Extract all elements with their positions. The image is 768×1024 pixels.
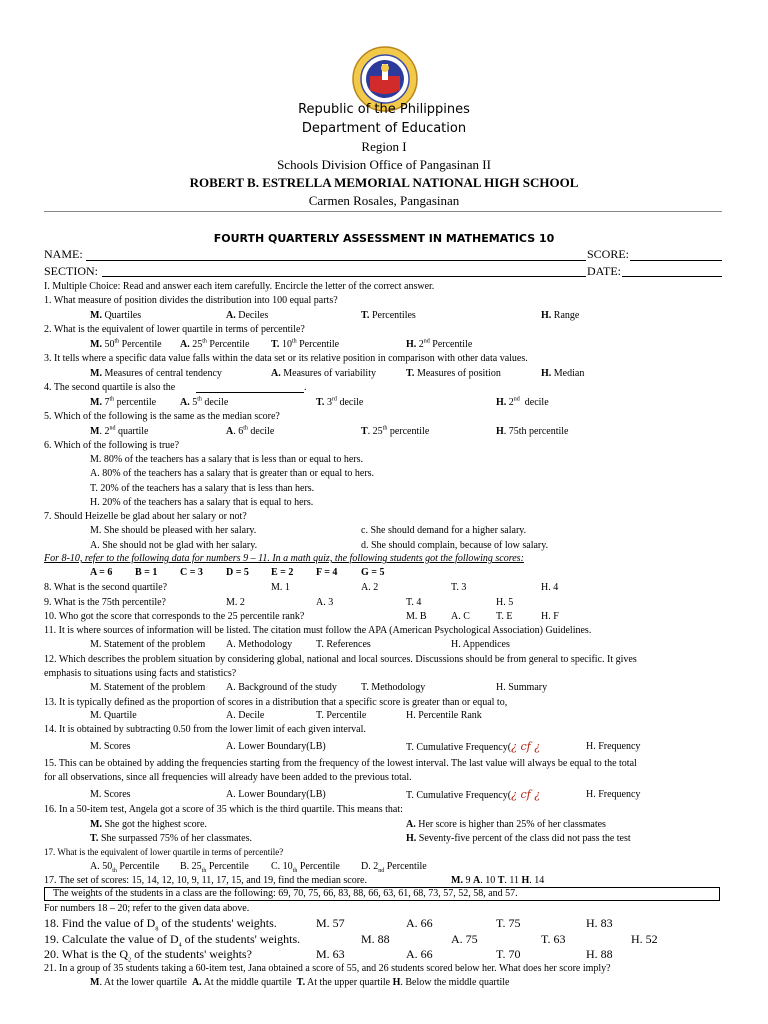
cf-glyph: ¿ cf ¿ — [511, 740, 541, 753]
exam-title: FOURTH QUARTERLY ASSESSMENT IN MATHEMATICS 10 — [213, 232, 555, 245]
q4-option-h[interactable]: H. 2nd decile — [496, 396, 549, 408]
q1-option-m[interactable]: M. Quartiles — [90, 310, 142, 321]
name-label: NAME: — [44, 247, 83, 261]
q5-option-h[interactable]: H. 75th percentile — [496, 426, 569, 437]
q21-options[interactable]: M. At the lower quartile A. At the middle quartile T. At the upper quartile H. Below the middle quartile — [90, 977, 510, 988]
instructions: I. Multiple Choice: Read and answer each item carefully. Encircle the letter of the correct answer. — [44, 281, 435, 292]
q16-option-h[interactable]: H. Seventy-five percent of the class did not pass the test — [406, 833, 631, 844]
q20-option-h[interactable]: H. 88 — [586, 947, 613, 961]
question-4: 4. The second quartile is also the — [44, 382, 176, 393]
q19-option-t[interactable]: T. 63 — [541, 932, 566, 946]
region-heading: Region I — [361, 139, 407, 154]
q14-option-a[interactable]: A. Lower Boundary(LB) — [226, 741, 326, 752]
score-c: C = 3 — [180, 567, 203, 578]
q4-period: . — [304, 382, 307, 393]
q12-option-m[interactable]: M. Statement of the problem — [90, 682, 206, 693]
q19-option-a[interactable]: A. 75 — [451, 932, 478, 946]
question-17b: 17. The set of scores: 15, 14, 12, 10, 9, 11, 17, 15, and 19, find the median score. — [44, 875, 367, 886]
score-label: SCORE: — [587, 247, 630, 261]
items-18-20-instructions: For numbers 18 – 20; refer to the given data above. — [44, 903, 250, 914]
q3-option-t[interactable]: T. Measures of position — [406, 368, 501, 379]
question-3: 3. It tells where a specific data value falls within the data set or its relative position in comparison with other data values. — [44, 353, 528, 364]
question-2: 2. What is the equivalent of lower quartile in terms of percentile? — [44, 324, 305, 335]
q9-option-t[interactable]: T. 4 — [406, 597, 422, 608]
department-heading: Department of Education — [301, 121, 467, 136]
q18-option-a[interactable]: A. 66 — [406, 916, 433, 930]
question-11: 11. It is where sources of information will be listed. The citation must follow the APA (American Psychological Association) Guidelines. — [44, 625, 592, 636]
section-label: SECTION: — [44, 264, 98, 278]
q12-option-h[interactable]: H. Summary — [496, 682, 548, 693]
school-address: Carmen Rosales, Pangasinan — [308, 193, 460, 208]
q18-option-t[interactable]: T. 75 — [496, 916, 521, 930]
q20-option-t[interactable]: T. 70 — [496, 947, 521, 961]
q20-option-m[interactable]: M. 63 — [316, 947, 345, 961]
q5-option-a[interactable]: A. 6th decile — [226, 425, 275, 437]
q10-option-m[interactable]: M. B — [406, 611, 427, 622]
q7-option-d[interactable]: d. She should complain, because of low salary. — [361, 540, 549, 551]
q13-option-a[interactable]: A. Decile — [226, 710, 265, 721]
q5-option-m[interactable]: M. 2nd quartile — [90, 425, 149, 437]
score-d: D = 5 — [226, 567, 249, 578]
score-field[interactable] — [630, 260, 722, 261]
q5-option-t[interactable]: T. 25th percentile — [361, 425, 430, 437]
q4-blank[interactable] — [196, 392, 304, 393]
q9-option-m[interactable]: M. 2 — [226, 597, 245, 608]
q17-option-a[interactable]: A. $50_{th}$ Percentile — [90, 861, 160, 874]
question-19: 19. Calculate the value of $D_4$ of the students' weights. — [44, 932, 301, 949]
q11-option-a[interactable]: A. Methodology — [226, 639, 293, 650]
q9-option-h[interactable]: H. 5 — [496, 597, 514, 608]
q12-option-a[interactable]: A. Background of the study — [226, 682, 337, 693]
q2-option-t[interactable]: T. 10th Percentile — [271, 338, 340, 350]
q20-option-a[interactable]: A. 66 — [406, 947, 433, 961]
question-17: 17. What is the equivalent of lower quartile in terms of percentile? — [44, 847, 284, 857]
score-b: B = 1 — [135, 567, 158, 578]
q13-option-m[interactable]: M. Quartile — [90, 710, 137, 721]
q9-option-a[interactable]: A. 3 — [316, 597, 334, 608]
q19-option-m[interactable]: M. 88 — [361, 932, 390, 946]
q1-option-a[interactable]: A. Deciles — [226, 310, 269, 321]
question-15-cont: for all observations, since all frequencies will already have been added to the previous total. — [44, 772, 412, 783]
q18-option-m[interactable]: M. 57 — [316, 916, 345, 930]
q6-option-a[interactable]: A. 80% of the teachers has a salary that is greater than or equal to hers. — [90, 468, 375, 479]
question-14: 14. It is obtained by subtracting 0.50 from the lower limit of each given interval. — [44, 724, 366, 735]
date-label: DATE: — [587, 264, 621, 278]
q11-option-h[interactable]: H. Appendices — [451, 639, 510, 650]
q1-option-h[interactable]: H. Range — [541, 310, 580, 321]
q8-option-a[interactable]: A. 2 — [361, 582, 379, 593]
question-15: 15. This can be obtained by adding the frequencies starting from the frequency of the lowest interval. The last value will always be equal to the total — [44, 758, 637, 769]
q14-option-h[interactable]: H. Frequency — [586, 741, 641, 752]
question-1: 1. What measure of position divides the distribution into 100 equal parts? — [44, 295, 338, 306]
q2-option-a[interactable]: A. 25th Percentile — [180, 338, 250, 350]
q3-option-a[interactable]: A. Measures of variability — [271, 368, 376, 379]
weights-data-box: The weights of the students in a class are the following: 69, 70, 75, 66, 83, 88, 66, 63, 61, 68, 73, 57, 52, 58, and 57. — [44, 887, 720, 901]
section-field[interactable] — [102, 276, 586, 277]
question-7: 7. Should Heizelle be glad about her salary or not? — [44, 511, 247, 522]
division-heading: Schools Division Office of Pangasinan II — [277, 157, 491, 172]
q2-option-m[interactable]: M. 50th Percentile — [90, 338, 162, 350]
question-5: 5. Which of the following is the same as the median score? — [44, 411, 280, 422]
q19-option-h[interactable]: H. 52 — [631, 932, 658, 946]
q10-option-a[interactable]: A. C — [451, 611, 470, 622]
question-16: 16. In a 50-item test, Angela got a score of 35 which is the third quartile. This means that: — [44, 804, 403, 815]
q3-option-m[interactable]: M. Measures of central tendency — [90, 368, 222, 379]
score-g: G = 5 — [361, 567, 385, 578]
question-12: 12. Which describes the problem situation by considering global, national and local sources. Discussions should be from general to specific. It gives — [44, 654, 637, 665]
q12-option-t[interactable]: T. Methodology — [361, 682, 426, 693]
q4-option-m[interactable]: M. 7th percentile — [90, 396, 157, 408]
question-18: 18. Find the value of $D_8$ of the students' weights. — [44, 916, 277, 933]
q8-option-t[interactable]: T. 3 — [451, 582, 467, 593]
q11-option-m[interactable]: M. Statement of the problem — [90, 639, 206, 650]
q16-option-t[interactable]: T. She surpassed 75% of her classmates. — [90, 833, 253, 844]
q4-option-a[interactable]: A. 5th decile — [180, 396, 229, 408]
q15-option-m[interactable]: M. Scores — [90, 789, 131, 800]
name-field[interactable] — [86, 260, 586, 261]
question-13: 13. It is typically defined as the proportion of scores in a distribution that a specific score is greater than or equal to, — [44, 697, 508, 708]
q7-option-a[interactable]: A. She should not be glad with her salary. — [90, 540, 258, 551]
q17-option-c[interactable]: C. $10_{th}$ Percentile — [271, 861, 340, 874]
q1-option-t[interactable]: T. Percentiles — [361, 310, 416, 321]
question-10: 10. Who got the score that corresponds to the 25 percentile rank? — [44, 611, 305, 622]
q6-option-m[interactable]: M. 80% of the teachers has a salary that is less than or equal to hers. — [90, 454, 363, 465]
q18-option-h[interactable]: H. 83 — [586, 916, 613, 930]
q14-option-m[interactable]: M. Scores — [90, 741, 131, 752]
q16-option-m[interactable]: M. She got the highest score. — [90, 819, 207, 830]
question-9: 9. What is the 75th percentile? — [44, 597, 166, 608]
q15-option-h[interactable]: H. Frequency — [586, 789, 641, 800]
q10-option-h[interactable]: H. F — [541, 611, 559, 622]
q16-option-a[interactable]: A. Her score is higher than 25% of her classmates — [406, 819, 606, 830]
q8-option-h[interactable]: H. 4 — [541, 582, 559, 593]
q13-option-t[interactable]: T. Percentile — [316, 710, 367, 721]
q17-option-d[interactable]: D. $2_{nd}$ Percentile — [361, 861, 427, 874]
score-f: F = 4 — [316, 567, 338, 578]
q10-option-t[interactable]: T. E — [496, 611, 513, 622]
header-divider — [44, 211, 722, 212]
q17b-options[interactable]: M. 9 A. 10 T. 11 H. 14 — [451, 875, 545, 886]
cf-glyph: ¿ cf ¿ — [511, 788, 541, 801]
q17-option-b[interactable]: B. $25_{th}$ Percentile — [180, 861, 249, 874]
q13-option-h[interactable]: H. Percentile Rank — [406, 710, 482, 721]
school-name: ROBERT B. ESTRELLA MEMORIAL NATIONAL HIGH SCHOOL — [189, 175, 579, 190]
q7-option-c[interactable]: c. She should demand for a higher salary. — [361, 525, 527, 536]
q4-option-t[interactable]: T. 3rd decile — [316, 396, 364, 408]
question-6: 6. Which of the following is true? — [44, 440, 180, 451]
score-e: E = 2 — [271, 567, 294, 578]
score-a: A = 6 — [90, 567, 113, 578]
question-20: 20. What is the $Q_2$ of the students' weights? — [44, 947, 252, 964]
q2-option-h[interactable]: H. 2nd Percentile — [406, 338, 473, 350]
q14-option-t[interactable]: T. Cumulative Frequency(¿ cf ¿ — [406, 740, 541, 753]
q11-option-t[interactable]: T. References — [316, 639, 371, 650]
q8-option-m[interactable]: M. 1 — [271, 582, 290, 593]
q6-option-t[interactable]: T. 20% of the teachers has a salary that is less than hers. — [90, 483, 315, 494]
q6-option-h[interactable]: H. 20% of the teachers has a salary that is equal to hers. — [90, 497, 314, 508]
date-field[interactable] — [622, 276, 722, 277]
question-12-cont: emphasis to situations using facts and statistics? — [44, 668, 237, 679]
question-8: 8. What is the second quartile? — [44, 582, 168, 593]
republic-heading: Republic of the Philippines — [298, 102, 470, 117]
q7-option-m[interactable]: M. She should be pleased with her salary. — [90, 525, 257, 536]
q15-option-t[interactable]: T. Cumulative Frequency(¿ cf ¿ — [406, 788, 541, 801]
items-8-10-instructions: For 8-10, refer to the following data for numbers 9 – 11. In a math quiz, the following students got the following scores: — [44, 553, 524, 564]
q15-option-a[interactable]: A. Lower Boundary(LB) — [226, 789, 326, 800]
question-21: 21. In a group of 35 students taking a 60-item test, Jana obtained a score of 55, and 26 students scored below her. What does her score imply? — [44, 963, 611, 974]
q3-option-h[interactable]: H. Median — [541, 368, 585, 379]
